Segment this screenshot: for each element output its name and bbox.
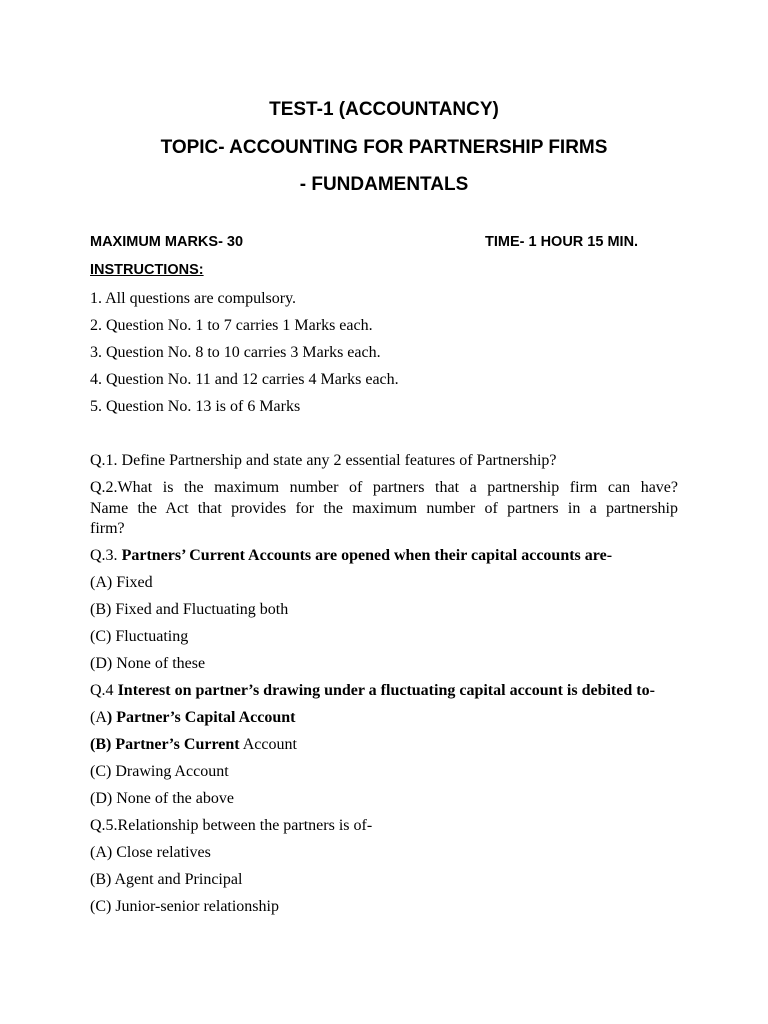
time-limit: TIME- 1 HOUR 15 MIN. xyxy=(485,234,639,250)
question-1: Q.1. Define Partnership and state any 2 essential features of Partnership? xyxy=(90,452,557,469)
instruction-item: 1. All questions are compulsory. xyxy=(90,290,297,307)
question-4-option-b-bold: (B) Partner’s Current xyxy=(90,736,240,753)
question-4-option-a-text: ) Partner’s Capital Account xyxy=(106,709,296,726)
question-5-option-a: (A) Close relatives xyxy=(90,844,211,861)
question-5: Q.5.Relationship between the partners is of- xyxy=(90,817,373,834)
topic-subtitle: - FUNDAMENTALS xyxy=(299,174,469,195)
question-4-option-b-rest: Account xyxy=(239,736,297,753)
question-3-option-a: (A) Fixed xyxy=(90,574,153,591)
question-4-text: Interest on partner’s drawing under a fluctuating capital account is debited to- xyxy=(117,682,655,699)
question-3-option-b: (B) Fixed and Fluctuating both xyxy=(90,601,289,618)
instructions-heading: INSTRUCTIONS: xyxy=(90,262,204,278)
question-5-option-b: (B) Agent and Principal xyxy=(90,871,243,888)
question-4 xyxy=(90,681,655,701)
instruction-item: 5. Question No. 13 is of 6 Marks xyxy=(90,398,301,415)
question-4-option-a-label: (A xyxy=(90,709,107,726)
instruction-item: 4. Question No. 11 and 12 carries 4 Marks each. xyxy=(90,371,399,388)
question-2-line-1: Q.2.What is the maximum number of partners that a partnership firm can have? xyxy=(90,479,678,496)
question-3-text: Partners’ Current Accounts are opened when their capital accounts are- xyxy=(121,547,613,564)
topic-title: TOPIC- ACCOUNTING FOR PARTNERSHIP FIRMS xyxy=(160,137,608,158)
question-3-option-d: (D) None of these xyxy=(90,655,206,672)
question-4-option-d: (D) None of the above xyxy=(90,790,234,807)
question-4-option-b xyxy=(90,735,297,755)
question-5-option-c: (C) Junior-senior relationship xyxy=(90,898,279,915)
question-4-option-c: (C) Drawing Account xyxy=(90,763,229,780)
question-3-option-c: (C) Fluctuating xyxy=(90,628,189,645)
question-2-line-2: Name the Act that provides for the maximum number of partners in a partnership xyxy=(90,500,678,517)
test-title: TEST-1 (ACCOUNTANCY) xyxy=(269,99,499,120)
question-3-number: Q.3. xyxy=(90,547,122,564)
instruction-item: 2. Question No. 1 to 7 carries 1 Marks each. xyxy=(90,317,373,334)
maximum-marks: MAXIMUM MARKS- 30 xyxy=(90,234,244,250)
instruction-item: 3. Question No. 8 to 10 carries 3 Marks each. xyxy=(90,344,381,361)
question-4-number: Q.4 xyxy=(90,682,118,699)
question-4-option-a xyxy=(90,708,295,728)
question-2-line-3: firm? xyxy=(90,520,125,537)
question-3 xyxy=(90,546,612,566)
